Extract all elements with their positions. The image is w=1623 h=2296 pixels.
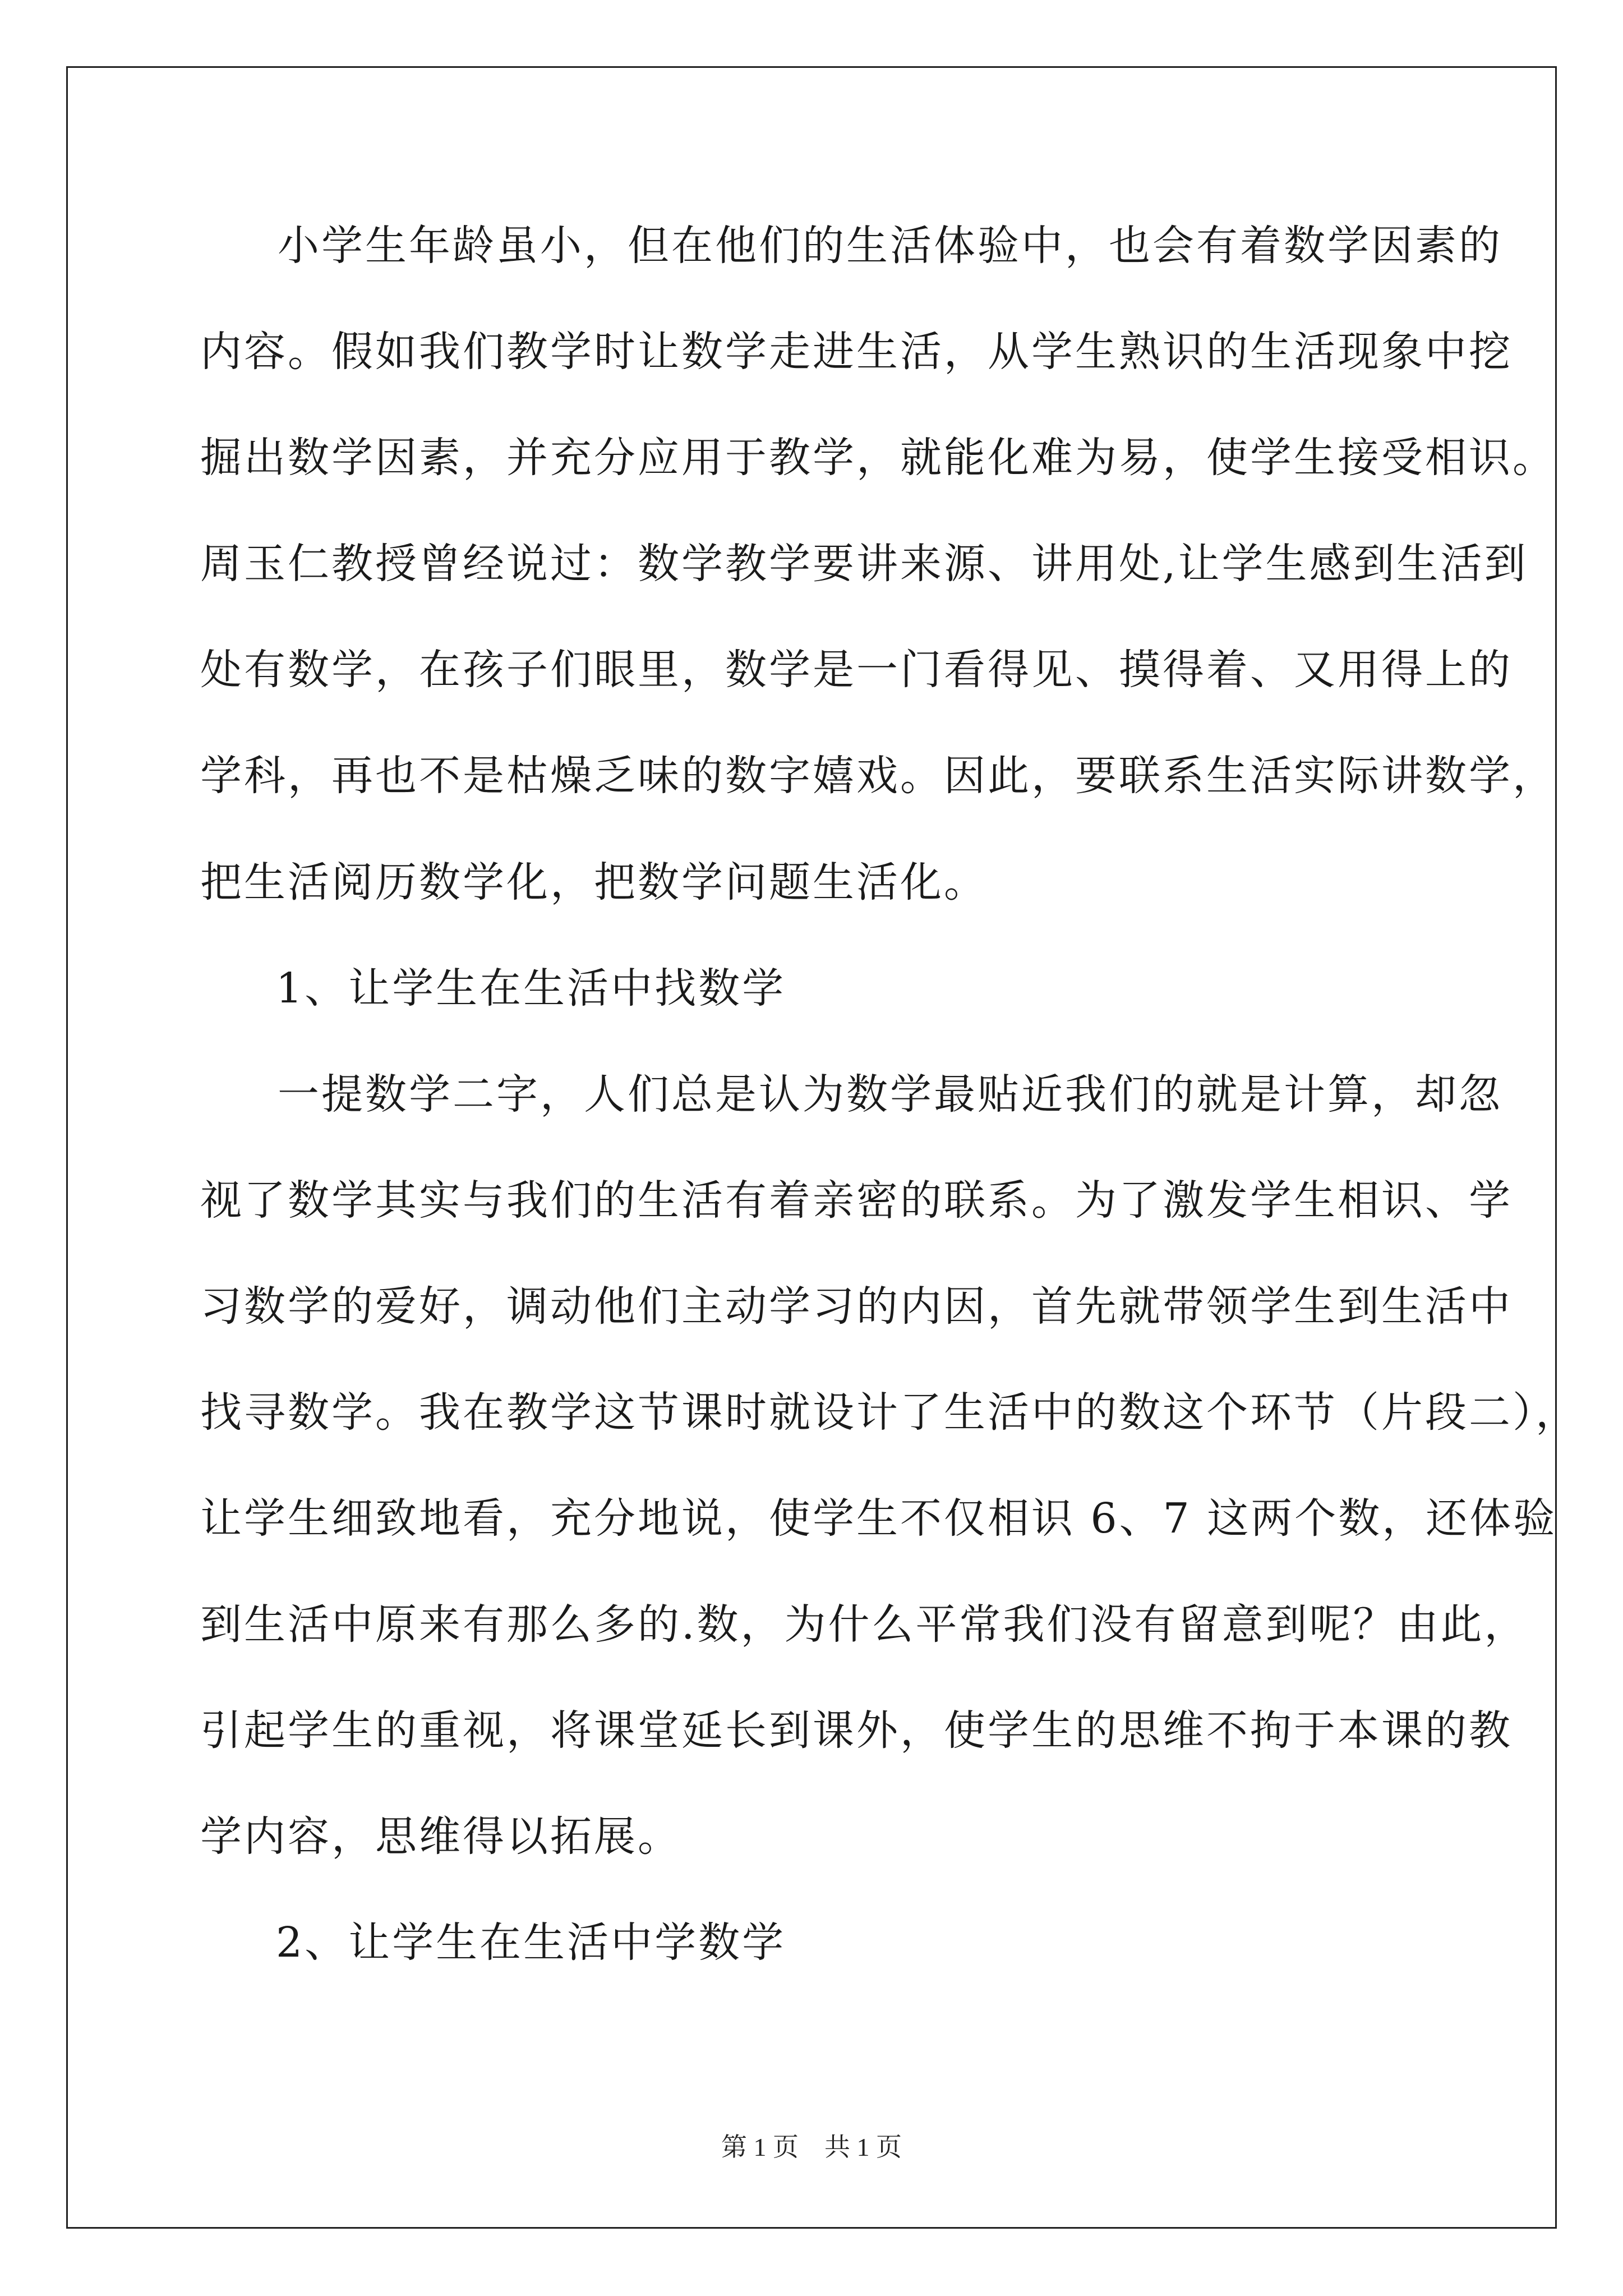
paragraph-line: 到生活中原来有那么多的.数，为什么平常我们没有留意到呢？由此， [200,1600,1528,1649]
paragraph-line: 小学生年龄虽小，但在他们的生活体验中，也会有着数学因素的 [278,222,1502,270]
page-footer [0,2127,1623,2164]
paragraph-line: 找寻数学。我在教学这节课时就设计了生活中的数这个环节（片段二）， [200,1388,1579,1437]
paragraph-line: 习数学的爱好，调动他们主动学习的内因，首先就带领学生到生活中 [200,1282,1513,1331]
page-total: 共 1 页 [824,2133,902,2161]
paragraph-line: 让学生细致地看，充分地说，使学生不仅相识 6、7 这两个数，还体验 [200,1494,1557,1543]
paragraph-line: 处有数学，在孩子们眼里，数学是一门看得见、摸得着、又用得上的 [200,646,1513,694]
paragraph-line: 把生活阅历数学化，把数学问题生活化。 [200,858,988,907]
paragraph-line: 一提数学二字，人们总是认为数学最贴近我们的就是计算，却忽 [278,1070,1502,1119]
paragraph-line: 掘出数学因素，并充分应用于教学，就能化难为易，使学生接受相识。 [200,434,1556,482]
page-number: 第 1 页 [721,2133,799,2161]
paragraph-line: 视了数学其实与我们的生活有着亲密的联系。为了激发学生相识、学 [200,1176,1513,1225]
paragraph-line: 内容。假如我们教学时让数学走进生活，从学生熟识的生活现象中挖 [200,328,1513,376]
page-border [66,66,1557,2229]
paragraph-line: 学内容，思维得以拓展。 [200,1812,681,1861]
paragraph-line: 周玉仁教授曾经说过：数学教学要讲来源、讲用处,让学生感到生活到 [200,540,1528,588]
paragraph-line: 引起学生的重视，将课堂延长到课外，使学生的思维不拘于本课的教 [200,1706,1513,1755]
section-heading: 2、让学生在生活中学数学 [276,1918,786,1967]
section-heading: 1、让学生在生活中找数学 [276,964,786,1013]
paragraph-line: 学科，再也不是枯燥乏味的数字嬉戏。因此，要联系生活实际讲数学， [200,752,1556,800]
